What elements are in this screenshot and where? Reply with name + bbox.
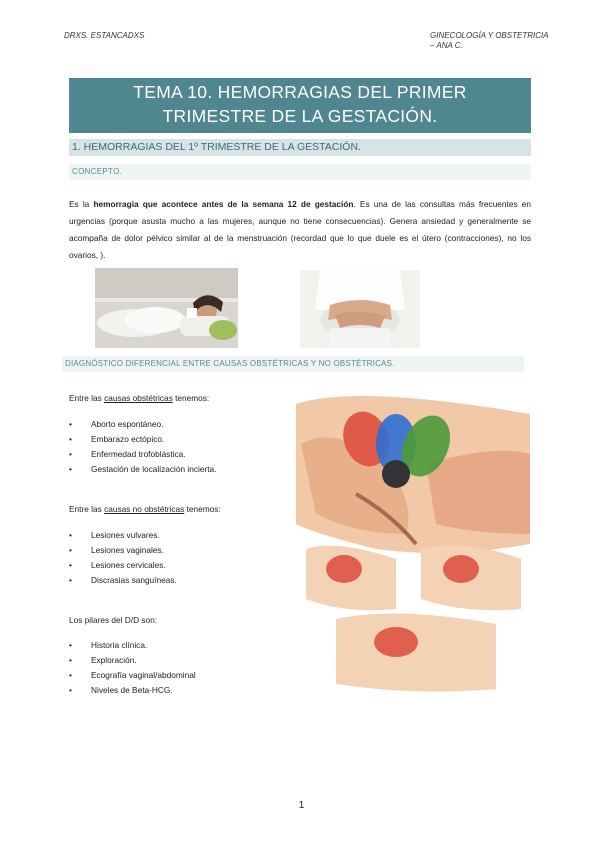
list-item: • Lesiones vulvares.: [69, 528, 177, 543]
photo-woman-abdominal-pain: [300, 270, 420, 348]
page-title: [69, 78, 531, 133]
lead-underlined: causas no obstétricas: [104, 504, 185, 514]
obstetric-causes-list: [69, 417, 216, 477]
uterus-positions-diagram: [296, 384, 530, 700]
lead-text: Entre las: [69, 504, 105, 514]
list-item: • Discrasias sanguíneas.: [69, 573, 177, 588]
list-item: • Enfermedad trofoblástica.: [69, 447, 216, 462]
list-item: • Exploración.: [69, 653, 196, 668]
list-item: • Lesiones cervicales.: [69, 558, 177, 573]
lead-text: Entre las: [69, 393, 105, 403]
list-item: • Historia clínica.: [69, 638, 196, 653]
header-right-line2: – ANA C.: [430, 41, 463, 50]
obstetric-causes-lead: [69, 393, 209, 403]
list-item: • Niveles de Beta-HCG.: [69, 683, 196, 698]
list-item: • Ecografía vaginal/abdominal: [69, 668, 196, 683]
title-line2: TRIMESTRE DE LA GESTACIÓN.: [162, 106, 438, 126]
header-left: DRXS. ESTANCADXS: [64, 31, 145, 40]
concept-paragraph: [69, 196, 531, 264]
title-line1: TEMA 10. HEMORRAGIAS DEL PRIMER: [133, 82, 467, 102]
lead-text-end: tenemos:: [184, 504, 221, 514]
lead-text-end: tenemos:: [172, 393, 210, 403]
concept-text-1: Es la: [69, 199, 94, 209]
photo-woman-lying: [95, 268, 238, 348]
non-obstetric-causes-list: [69, 528, 177, 588]
concept-text-2: . Es una de las consultas más frecuentes en urgencias (porque asusta mucho a las mujeres, aunque no tiene consecuencias). Genera ansiedad y generalmente se acompaña de dolor pélvico similar al de la menstruación (recordad que lo que duele es el útero (contracciones), no los ovarios, ).: [69, 199, 531, 260]
list-item: • Aborto espontáneo.: [69, 417, 216, 432]
header-right-line1: GINECOLOGÍA Y OBSTETRICIA: [430, 31, 549, 40]
dd-pillars-list: [69, 638, 196, 698]
lead-underlined: causas obstétricas: [104, 393, 173, 403]
differential-heading: DIAGNÓSTICO DIFERENCIAL ENTRE CAUSAS OBSTÉTRICAS Y NO OBSTÉTRICAS.: [62, 356, 524, 372]
concept-bold: hemorragia que acontece antes de la semana 12 de gestación: [93, 199, 354, 209]
header-right: [430, 31, 570, 51]
dd-pillars-lead: Los pilares del D/D son:: [69, 615, 158, 625]
page-number: 1: [298, 800, 305, 811]
non-obstetric-causes-lead: [69, 504, 221, 514]
list-item: • Lesiones vaginales.: [69, 543, 177, 558]
list-item: • Embarazo ectópico.: [69, 432, 216, 447]
concept-heading: CONCEPTO.: [69, 164, 531, 180]
list-item: • Gestación de localización incierta.: [69, 462, 216, 477]
section-heading: 1. HEMORRAGIAS DEL 1º TRIMESTRE DE LA GESTACIÓN.: [69, 139, 531, 156]
